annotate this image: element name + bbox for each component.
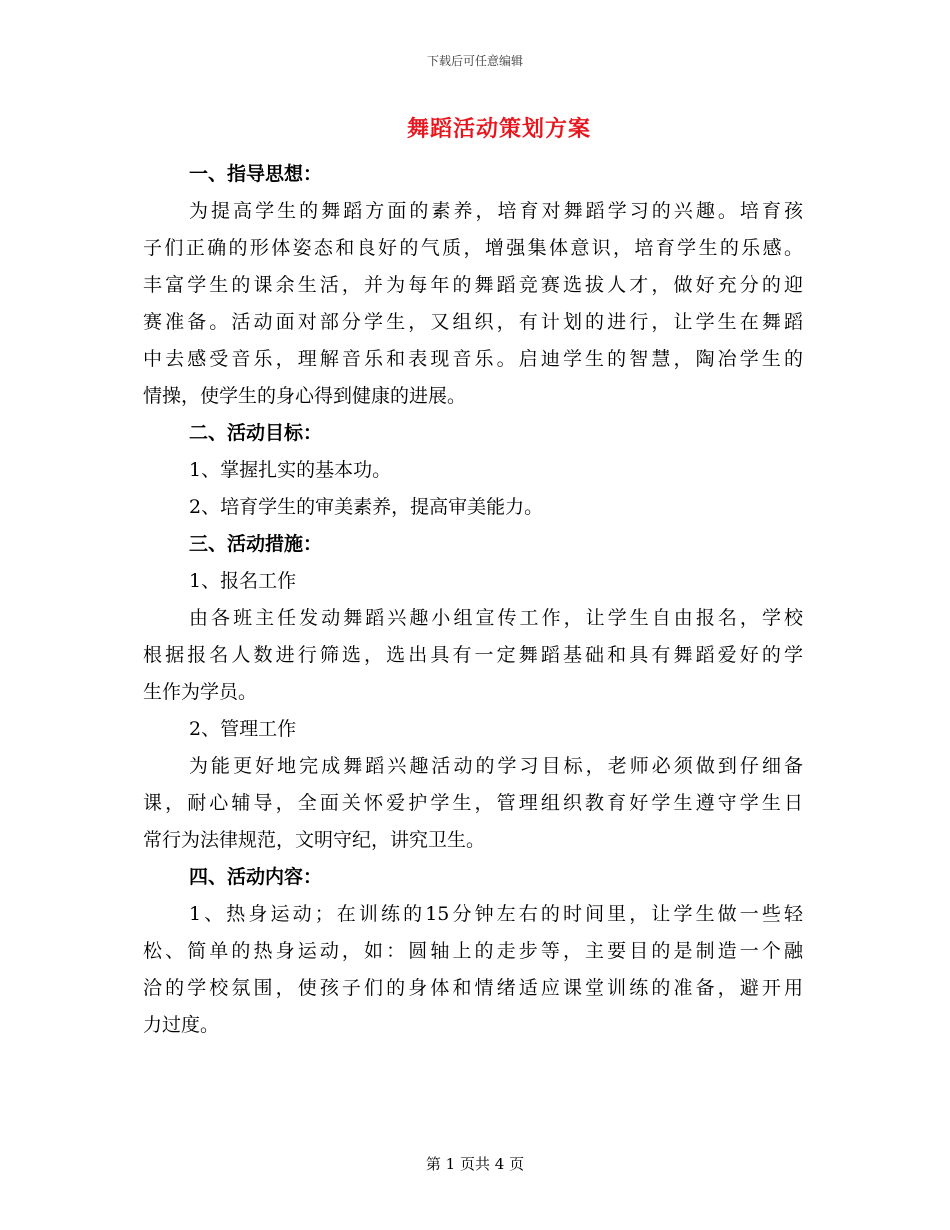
paragraph-line: 为提高学生的舞蹈方面的素养，培育对舞蹈学习的兴趣。培育孩	[189, 200, 803, 222]
paragraph-line: 赛准备。活动面对部分学生，又组织，有计划的进行，让学生在舞蹈	[143, 311, 803, 333]
paragraph-line: 课，耐心辅导，全面关怀爱护学生，管理组织教育好学生遵守学生日	[143, 792, 803, 814]
paragraph-line: 由各班主任发动舞蹈兴趣小组宣传工作，让学生自由报名，学校	[189, 607, 803, 629]
paragraph-line: 生作为学员。	[143, 681, 258, 703]
paragraph-line: 根据报名人数进行筛选，选出具有一定舞蹈基础和具有舞蹈爱好的学	[143, 644, 803, 666]
paragraph-line: 丰富学生的课余生活，并为每年的舞蹈竞赛选拔人才，做好充分的迎	[143, 274, 803, 296]
list-item: 2、培育学生的审美素养，提高审美能力。	[189, 496, 544, 518]
subsection-heading-registration: 1、报名工作	[189, 570, 297, 592]
paragraph-line: 中去感受音乐，理解音乐和表现音乐。启迪学生的智慧，陶冶学生的	[143, 348, 803, 370]
paragraph-line: 洽的学校氛围，使孩子们的身体和情绪适应课堂训练的准备，避开用	[143, 977, 803, 999]
document-title: 舞蹈活动策划方案	[406, 116, 591, 142]
section-heading-guiding-ideology: 一、指导思想：	[189, 163, 323, 185]
paragraph-line: 松、简单的热身运动，如：圆轴上的走步等，主要目的是制造一个融	[143, 940, 803, 962]
page-header-note: 下载后可任意编辑	[426, 54, 523, 68]
list-item: 1、掌握扎实的基本功。	[189, 459, 392, 481]
section-heading-activity-goals: 二、活动目标：	[189, 422, 323, 444]
paragraph-line: 为能更好地完成舞蹈兴趣活动的学习目标，老师必须做到仔细备	[189, 755, 803, 777]
section-heading-activity-measures: 三、活动措施：	[189, 533, 323, 555]
section-heading-activity-content: 四、活动内容：	[189, 866, 323, 888]
paragraph-line: 1、热身运动；在训练的15分钟左右的时间里，让学生做一些轻	[189, 903, 803, 925]
paragraph-line: 力过度。	[143, 1014, 220, 1036]
paragraph-line: 情操，使学生的身心得到健康的进展。	[143, 385, 467, 407]
subsection-heading-management: 2、管理工作	[189, 718, 297, 740]
page-number-footer: 第 1 页共 4 页	[425, 1155, 525, 1173]
paragraph-line: 常行为法律规范，文明守纪，讲究卫生。	[143, 829, 486, 851]
paragraph-line: 子们正确的形体姿态和良好的气质，增强集体意识，培育学生的乐感。	[143, 237, 803, 259]
document-body	[143, 156, 803, 1044]
